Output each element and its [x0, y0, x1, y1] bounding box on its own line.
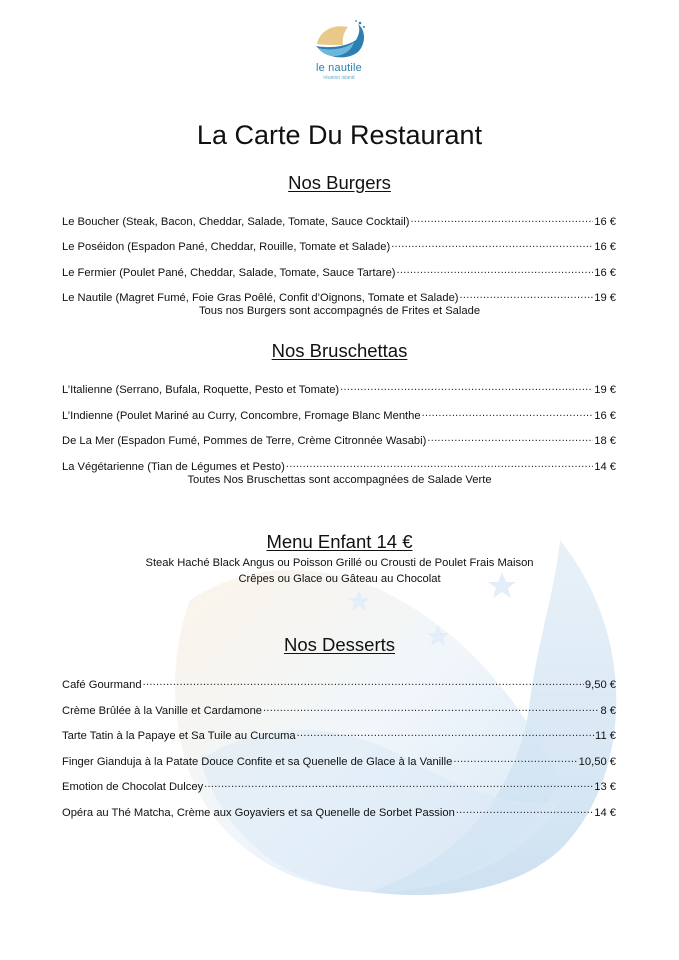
- leader-dots: [297, 726, 594, 739]
- leader-dots: [143, 675, 584, 688]
- item-price: 16 €: [594, 267, 616, 279]
- menu-item: [62, 803, 616, 819]
- section-title-desserts: Nos Desserts: [283, 634, 396, 655]
- menu-item: [62, 726, 616, 742]
- item-name: La Végétarienne (Tian de Légumes et Pesto): [62, 461, 285, 473]
- item-price: 16 €: [594, 410, 616, 422]
- item-name: L’Italienne (Serrano, Bufala, Roquette, Pesto et Tomate): [62, 384, 340, 396]
- section-note-bruschettas: Toutes Nos Bruschettas sont accompagnées de Salade Verte: [187, 474, 492, 486]
- item-name: De La Mer (Espadon Fumé, Pommes de Terre, Crème Citronnée Wasabi): [62, 435, 427, 447]
- kids-menu-desserts: Crêpes ou Glace ou Gâteau au Chocolat: [238, 573, 441, 585]
- item-name: Crème Brûlée à la Vanille et Cardamone: [62, 705, 263, 717]
- item-name: Tarte Tatin à la Papaye et Sa Tuile au Curcuma: [62, 730, 296, 742]
- menu-item: [62, 457, 616, 473]
- menu-item: [62, 380, 616, 396]
- item-name: Le Nautile (Magret Fumé, Foie Gras Poêlé, Confit d’Oignons, Tomate et Salade): [62, 292, 459, 304]
- item-name: Le Fermier (Poulet Pané, Cheddar, Salade, Tomate, Sauce Tartare): [62, 267, 396, 279]
- section-note-burgers: Tous nos Burgers sont accompagnés de Frites et Salade: [198, 305, 481, 317]
- item-price: 10,50 €: [578, 756, 616, 768]
- item-price: 14 €: [594, 461, 616, 473]
- menu-item: [62, 752, 616, 768]
- item-name: L’Indienne (Poulet Mariné au Curry, Concombre, Fromage Blanc Menthe: [62, 410, 421, 422]
- shell-logo-icon: [304, 18, 374, 62]
- menu-item: [62, 406, 616, 422]
- section-title-burgers: Nos Burgers: [288, 172, 391, 193]
- leader-dots: [456, 803, 593, 816]
- item-name: Le Boucher (Steak, Bacon, Cheddar, Salade, Tomate, Sauce Cocktail): [62, 216, 410, 228]
- leader-dots: [263, 701, 599, 714]
- item-price: 18 €: [594, 435, 616, 447]
- menu-item: [62, 701, 616, 717]
- section-title-bruschettas: Nos Bruschettas: [271, 340, 408, 361]
- leader-dots: [397, 263, 594, 276]
- item-price: 11 €: [595, 730, 616, 742]
- item-name: Opéra au Thé Matcha, Crème aux Goyaviers et sa Quenelle de Sorbet Passion: [62, 807, 455, 819]
- menu-item: [62, 237, 616, 253]
- item-price: 19 €: [594, 292, 616, 304]
- menu-item: [62, 263, 616, 279]
- item-price: 19 €: [594, 384, 616, 396]
- menu-item: [62, 675, 616, 691]
- menu-item: [62, 777, 616, 793]
- leader-dots: [422, 406, 594, 419]
- restaurant-logo: [304, 18, 374, 86]
- leader-dots: [460, 288, 594, 301]
- leader-dots: [340, 380, 593, 393]
- item-name: Café Gourmand: [62, 679, 142, 691]
- kids-menu-mains: Steak Haché Black Angus ou Poisson Grillé ou Crousti de Poulet Frais Maison: [145, 557, 534, 569]
- leader-dots: [286, 457, 593, 470]
- page-title: La Carte Du Restaurant: [196, 120, 483, 150]
- item-name: Le Poséidon (Espadon Pané, Cheddar, Rouille, Tomate et Salade): [62, 241, 391, 253]
- logo-name: le nautile: [315, 62, 363, 74]
- leader-dots: [391, 237, 593, 250]
- item-price: 8 €: [600, 705, 616, 717]
- leader-dots: [410, 212, 593, 225]
- item-name: Emotion de Chocolat Dulcey: [62, 781, 204, 793]
- leader-dots: [427, 431, 593, 444]
- menu-item: [62, 288, 616, 304]
- item-price: 9,50 €: [584, 679, 616, 691]
- leader-dots: [204, 777, 593, 790]
- logo-subtitle: réunion island: [323, 75, 355, 81]
- item-price: 13 €: [594, 781, 616, 793]
- leader-dots: [453, 752, 577, 765]
- item-price: 14 €: [594, 807, 616, 819]
- menu-item: [62, 431, 616, 447]
- item-name: Finger Gianduja à la Patate Douce Confite et sa Quenelle de Glace à la Vanille: [62, 756, 453, 768]
- item-price: 16 €: [594, 216, 616, 228]
- item-price: 16 €: [594, 241, 616, 253]
- menu-item: [62, 212, 616, 228]
- section-title-kids-menu: Menu Enfant 14 €: [266, 531, 413, 552]
